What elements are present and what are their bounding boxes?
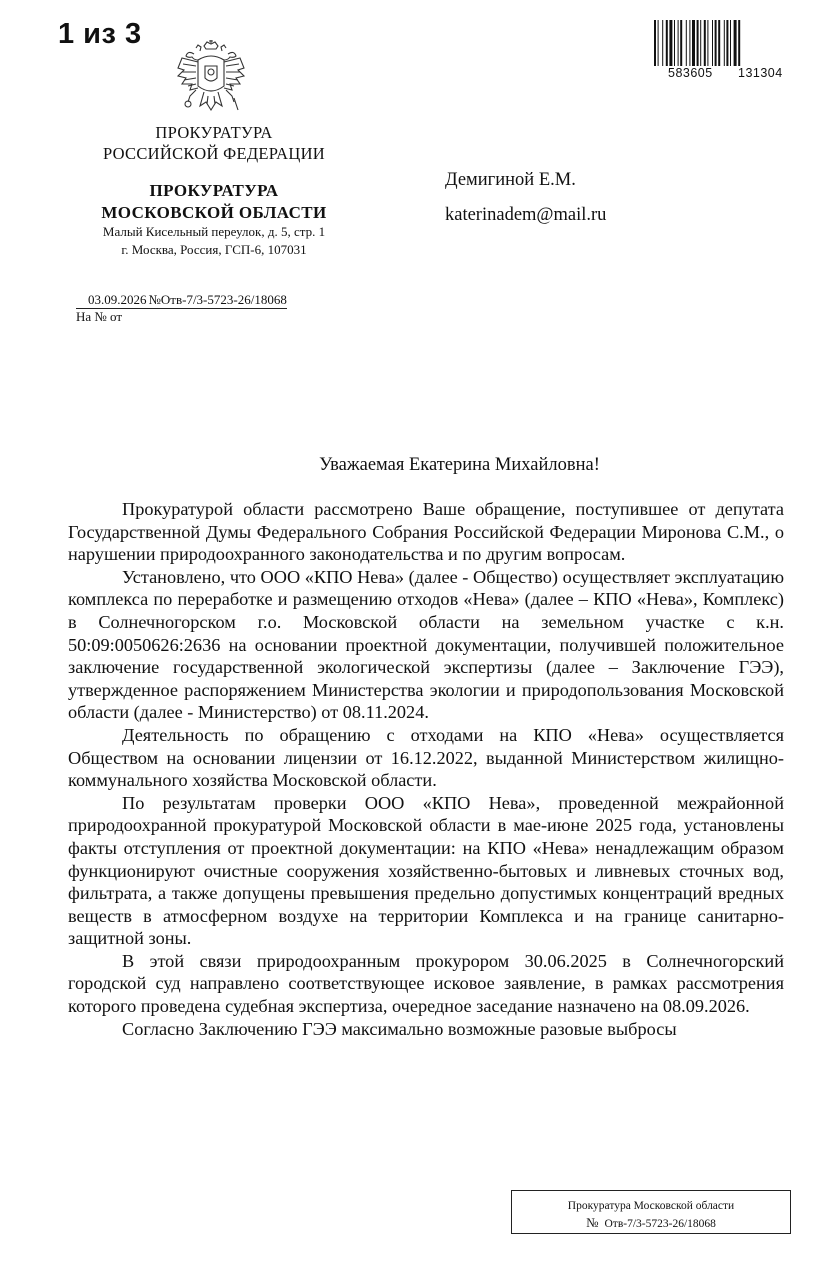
barcode	[652, 20, 792, 90]
barcode-bar	[707, 20, 708, 66]
paragraph: Согласно Заключению ГЭЭ максимально возможные разовые выбросы	[122, 1018, 677, 1039]
barcode-bar	[734, 20, 737, 66]
sender-office-line2: МОСКОВСКОЙ ОБЛАСТИ	[101, 203, 327, 222]
barcode-bar	[718, 20, 720, 66]
paragraph: Деятельность по обращению с отходами на КПО «Нева» осуществляется Обществом на основании лицензии от 16.12.2022, выданной Министерством жилищно-коммунального хозяйства Московской области.	[68, 724, 784, 791]
barcode-bar	[712, 20, 713, 66]
barcode-bar	[730, 20, 731, 66]
recipient-name: Демигиной Е.М.	[445, 170, 576, 190]
sender-address-line1: Малый Кисельный переулок, д. 5, стр. 1	[102, 224, 326, 239]
barcode-bar	[715, 20, 717, 66]
barcode-bar	[669, 20, 672, 66]
barcode-bar	[704, 20, 706, 66]
barcode-icon	[652, 20, 792, 66]
sender-address-line2: г. Москва, Россия, ГСП-6, 107031	[121, 242, 307, 257]
recipient-email: katerinadem@mail.ru	[445, 205, 607, 225]
sender-office-line1: ПРОКУРАТУРА	[149, 181, 279, 200]
barcode-bar	[678, 20, 679, 66]
registration-date: 03.09.2026	[76, 292, 149, 309]
registration-line	[76, 292, 287, 309]
registration-reference-label: На № от	[76, 309, 123, 324]
paragraph: В этой связи природоохранным прокурором 30.06.2025 в Солнечногорский городской суд направлено соответствующее исковое заявление, в рамках рассмотрения которого проведена судебная экспертиза, очередное заседание назначено на 08.09.2026.	[68, 950, 784, 1017]
barcode-bar	[666, 20, 668, 66]
sender-org-line2: РОССИЙСКОЙ ФЕДЕРАЦИИ	[102, 144, 326, 163]
barcode-right-number: 131304	[738, 66, 783, 80]
paragraph: Установлено, что ООО «КПО Нева» (далее - Общество) осуществляет эксплуатацию комплекса по переработке и размещению отходов «Нева» (далее – КПО «Нева», Комплекс) в Солнечногорском г.о. Московской области на земельном участке с к.н. 50:09:0050626:2636 на основании проектной документации, получившей положительное заключение государственной экологической экспертизы (далее – Заключение ГЭЭ), утвержденное распоряжением Министерства экологии и природопользования Московской области (далее - Министерство) от 08.11.2024.	[68, 566, 784, 723]
barcode-bar	[726, 20, 728, 66]
barcode-bar	[658, 20, 659, 66]
paragraph: По результатам проверки ООО «КПО Нева», проведенной межрайонной природоохранной прокуратурой Московской области в мае-июне 2025 года, установлены факты отступления от проектной документации: на КПО «Нева» ненадлежащим образом функционируют очистные сооружения хозяйственно-бытовых и ливневых сточных вод, фильтрата, а также допущены превышения предельно допустимых концентраций вредных веществ в атмосферном воздухе на территории Комплекса и на границе санитарно-защитной зоны.	[68, 792, 784, 949]
sender-org-line1: ПРОКУРАТУРА	[155, 123, 273, 142]
barcode-bar	[724, 20, 725, 66]
registration-number: №Отв-7/3-5723-26/18068	[148, 292, 287, 307]
coat-of-arms-icon	[174, 40, 248, 116]
stamp-number: Отв-7/3-5723-26/18068	[604, 1218, 716, 1230]
barcode-bar	[697, 20, 699, 66]
page-counter: 1 из 3	[58, 18, 142, 50]
stamp-number-line	[512, 1215, 790, 1231]
paragraph: Прокуратурой области рассмотрено Ваше обращение, поступившее от депутата Государственной Думы Федерального Собрания Российской Федерации Миронова С.М., о нарушении природоохранного законодательства и по другим вопросам.	[68, 499, 784, 565]
barcode-bar	[692, 20, 695, 66]
registration-stamp	[511, 1190, 791, 1234]
letter-body	[68, 498, 784, 1040]
stamp-org-name: Прокуратура Московской области	[567, 1200, 735, 1212]
barcode-bar	[686, 20, 687, 66]
barcode-bar	[674, 20, 675, 66]
barcode-bar	[680, 20, 682, 66]
barcode-bar	[700, 20, 701, 66]
stamp-number-sign: №	[586, 1215, 599, 1230]
salutation: Уважаемая Екатерина Михайловна!	[319, 455, 600, 475]
barcode-left-number: 583605	[668, 66, 713, 80]
barcode-bar	[662, 20, 663, 66]
barcode-bar	[689, 20, 690, 66]
barcode-bar	[738, 20, 740, 66]
barcode-bar	[654, 20, 656, 66]
